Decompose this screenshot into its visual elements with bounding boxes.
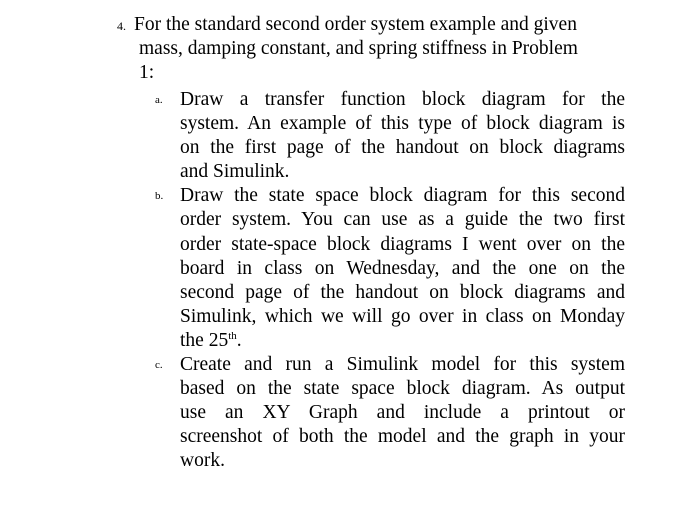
subpart-line: Draw a transfer function block diagram for the <box>180 89 625 110</box>
subpart-letter: c. <box>155 359 163 372</box>
subpart-text <box>180 184 625 353</box>
subpart-line: Draw the state space block diagram for this second <box>180 185 625 207</box>
subpart-line: system. An example of this type of block diagram is <box>180 113 625 135</box>
subpart-line: and Simulink. <box>180 161 290 183</box>
subpart-text <box>180 353 625 473</box>
subpart-line: Simulink, which we will go over in class on Monday <box>180 305 625 327</box>
subpart-line: on the first page of the handout on block diagrams <box>180 137 625 159</box>
subpart-list <box>150 88 625 474</box>
question-4 <box>117 13 617 85</box>
subpart-line: screenshot of both the model and the graph in your <box>180 426 625 448</box>
subpart-b <box>150 184 625 353</box>
subpart-a <box>150 88 625 184</box>
subpart-line: order state-space block diagrams I went over on the <box>180 233 625 255</box>
subpart-text <box>180 88 625 184</box>
subpart-line-suffix: . <box>236 329 242 351</box>
subpart-c <box>150 353 625 473</box>
subpart-line: work. <box>180 450 225 472</box>
question-line: 1: <box>139 62 155 83</box>
subpart-line: Create and run a Simulink model for this system <box>180 354 625 376</box>
subpart-line: use an XY Graph and include a printout or <box>180 402 625 424</box>
question-line: For the standard second order system example and given <box>134 14 577 35</box>
subpart-line: board in class on Wednesday, and the one on the <box>180 257 625 279</box>
subpart-line: second page of the handout on block diagrams and <box>180 281 625 303</box>
question-number: 4. <box>117 19 126 33</box>
subpart-line-prefix: the 25 <box>180 329 229 351</box>
subpart-line: order system. You can use as a guide the two first <box>180 209 625 231</box>
subpart-line <box>180 329 625 353</box>
subpart-line: based on the state space block diagram. As output <box>180 378 625 400</box>
question-line: mass, damping constant, and spring stiffness in Problem <box>139 38 578 59</box>
ordinal-superscript: th <box>228 329 237 342</box>
subpart-letter: b. <box>155 190 164 203</box>
question-text <box>117 13 617 85</box>
subpart-letter: a. <box>155 94 163 106</box>
